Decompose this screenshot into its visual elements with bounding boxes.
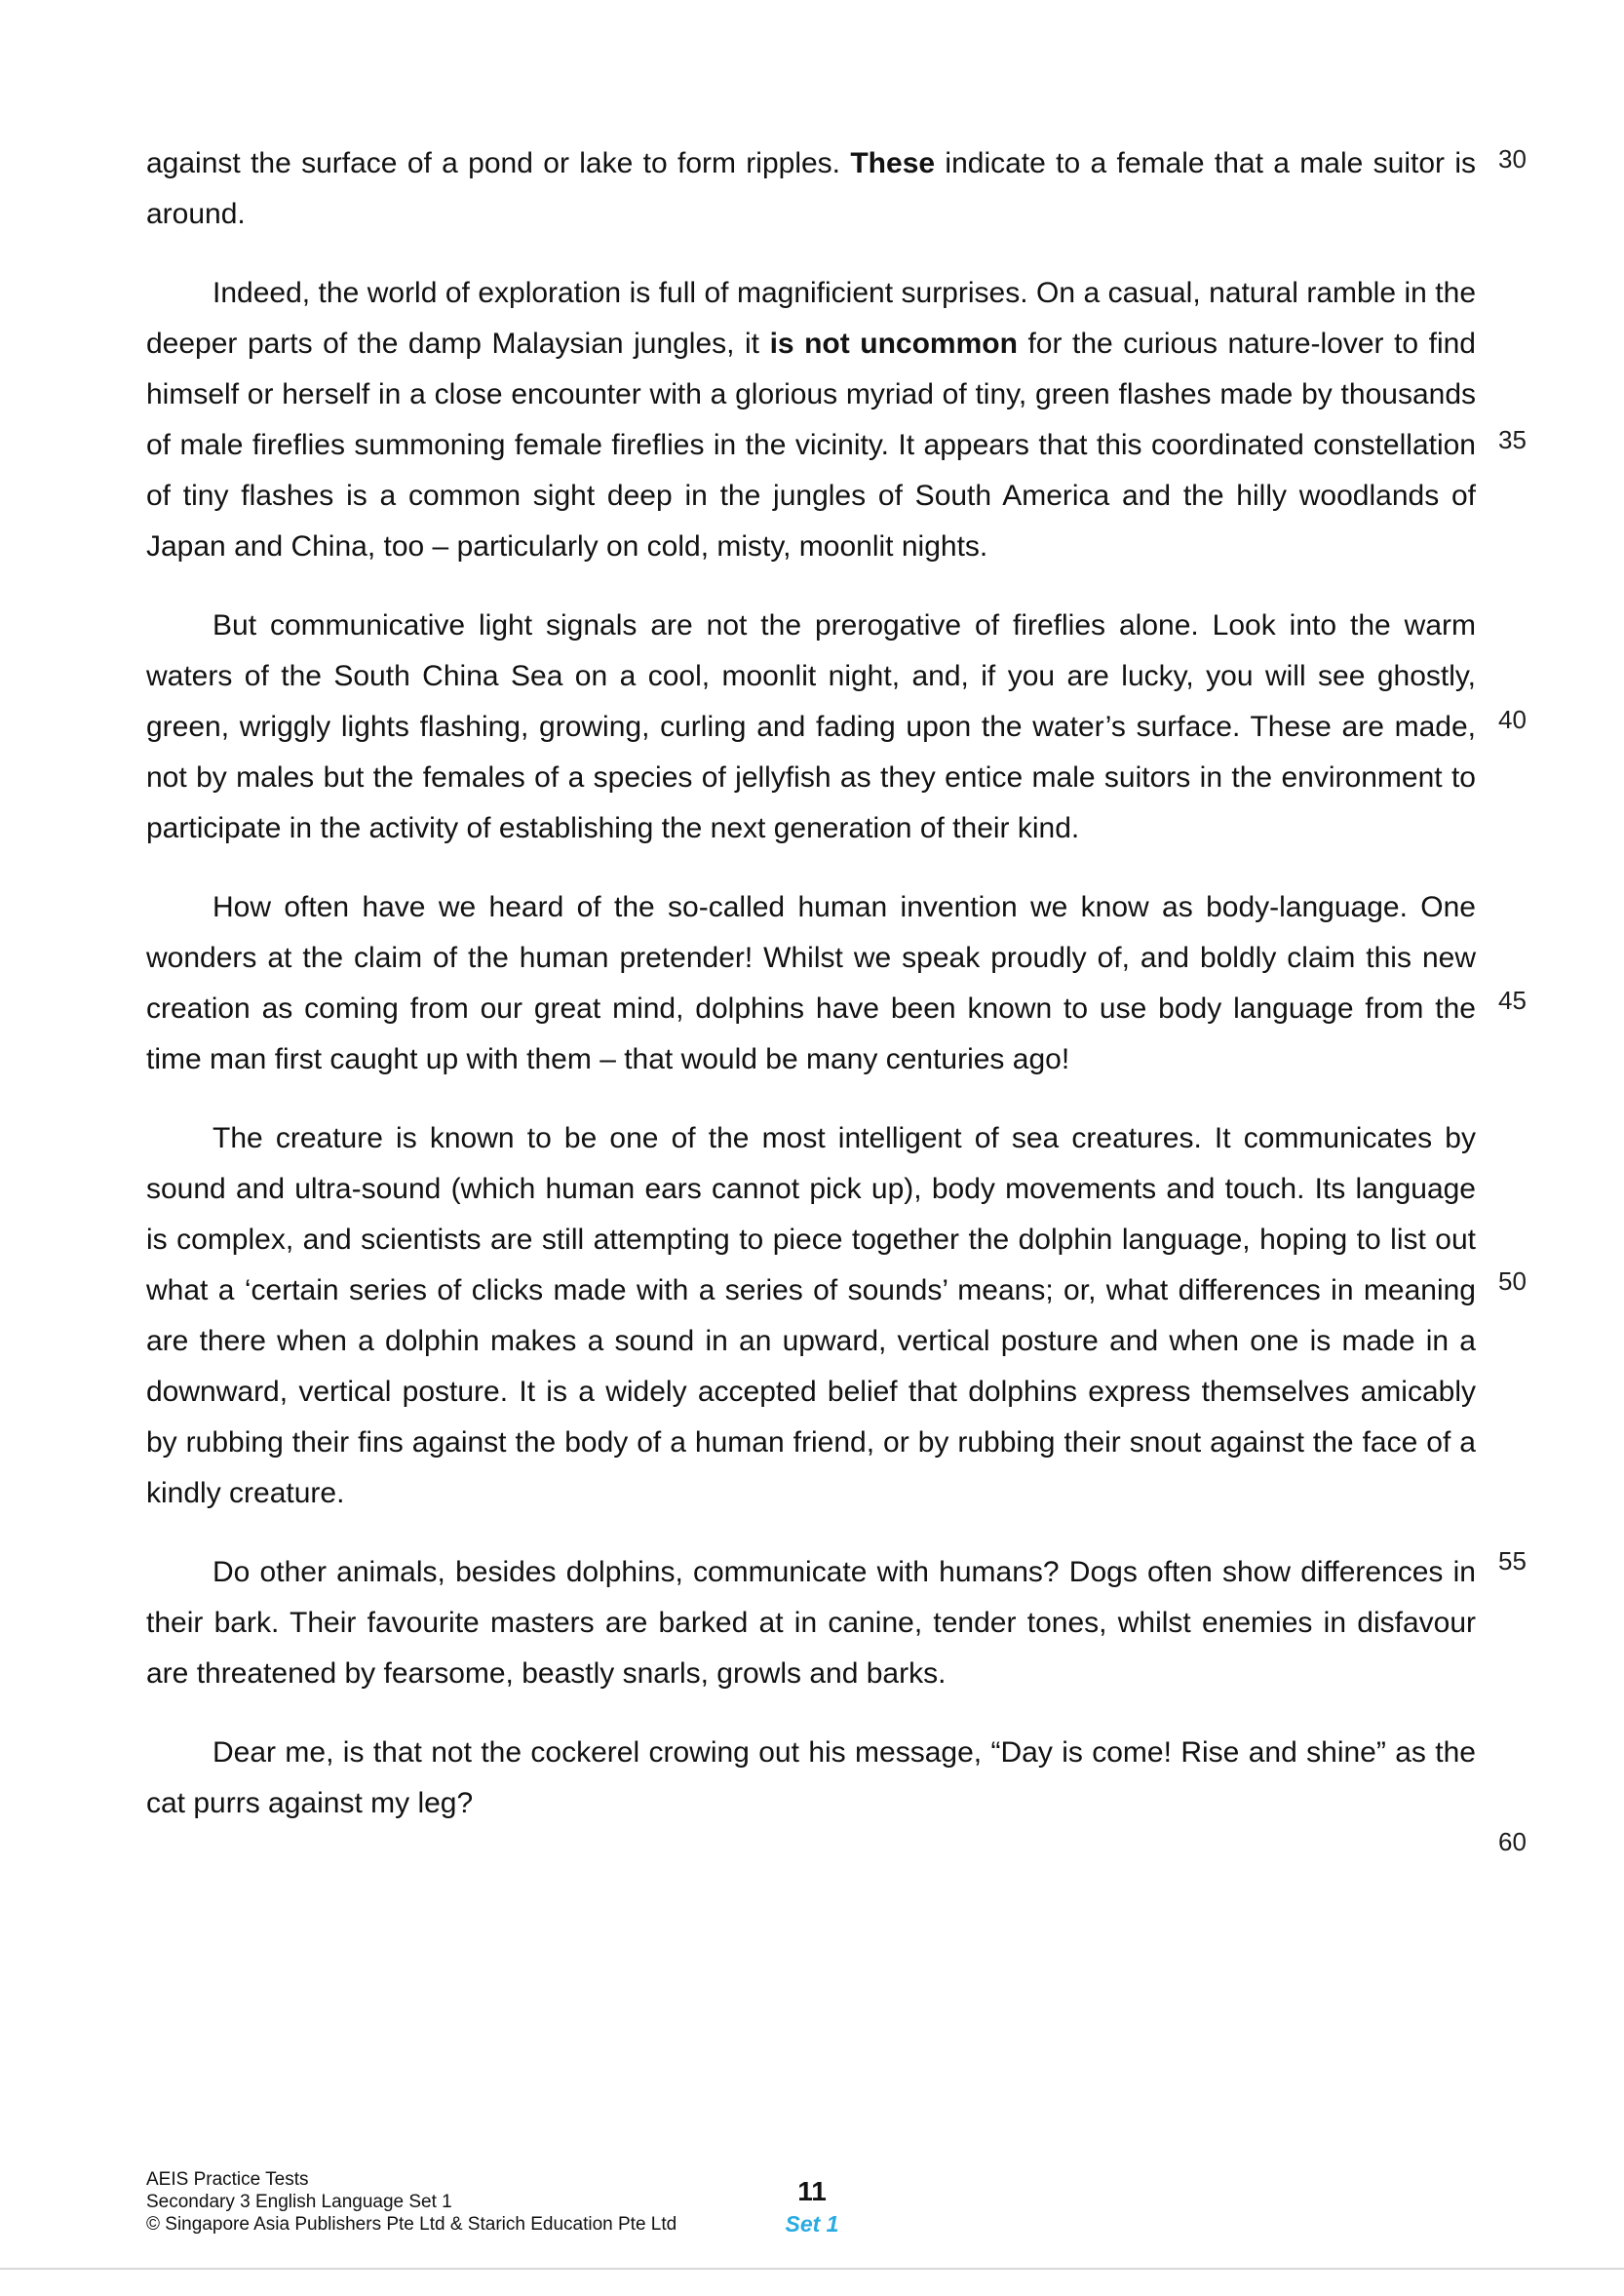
- line-number: 50: [1498, 1266, 1527, 1296]
- page-bottom-divider: [0, 2268, 1624, 2270]
- footer-imprint-line: AEIS Practice Tests: [146, 2169, 309, 2190]
- line-number: 45: [1498, 986, 1527, 1015]
- paragraph: [146, 1728, 1476, 1829]
- paragraph-text: But communicative light signals are not the prerogative of fireflies alone. Look into the warm waters of the South China Sea on a cool, moonlit night, and, if you are lucky, you will see ghostly, green, wriggly lights flashing, growing, curling and fading upon the water’s surface. These are made, not by males but the females of a species of jellyfish as they entice male suitors in the environment to participate in the activity of establishing the next generation of their kind.: [146, 609, 1476, 844]
- line-number: 35: [1498, 425, 1527, 454]
- paragraph-text: Dear me, is that not the cockerel crowing out his message, “Day is come! Rise and shine” as the cat purrs against my leg?: [146, 1736, 1476, 1819]
- bold-text: These: [850, 147, 936, 179]
- line-number: 40: [1498, 705, 1527, 734]
- paragraph: [146, 882, 1476, 1085]
- line-number: 60: [1498, 1827, 1527, 1856]
- paragraph-text: against the surface of a pond or lake to form ripples.: [146, 147, 851, 179]
- paragraph: [146, 268, 1476, 572]
- paragraph-text: indicate to a female that a male suitor is around.: [146, 147, 1476, 230]
- paragraph-text: The creature is known to be one of the most intelligent of sea creatures. It communicates by sound and ultra-sound (which human ears cannot pick up), body movements and touch. Its language is complex, and scientists are still attempting to piece together the dolphin language, hoping to list out what a ‘certain series of clicks made with a series of sounds’ means; or, what differences in meaning are there when a dolphin makes a sound in an upward, vertical posture and when one is made in a downward, vertical posture. It is a widely accepted belief that dolphins express themselves amicably by rubbing their fins against the body of a human friend, or by rubbing their snout against the face of a kindly creature.: [146, 1122, 1476, 1509]
- paragraph-text: How often have we heard of the so-called human invention we know as body-language. One wonders at the claim of the human pretender! Whilst we speak proudly of, and boldly claim this new creation as coming from our great mind, dolphins have been known to use body language from the time man first caught up with them – that would be many centuries ago!: [146, 891, 1476, 1075]
- paragraph: [146, 601, 1476, 854]
- bold-text: is not uncommon: [769, 328, 1018, 360]
- line-number: 30: [1498, 144, 1527, 174]
- footer-imprint-line: © Singapore Asia Publishers Pte Ltd & Starich Education Pte Ltd: [146, 2214, 677, 2235]
- paragraph-text: Indeed, the world of exploration is full of magnificient surprises. On a casual, natural ramble in the deeper parts of the damp Malaysian jungles, it: [146, 277, 1476, 360]
- paragraph-text: for the curious nature-lover to find himself or herself in a close encounter with a glorious myriad of tiny, green flashes made by thousands of male fireflies summoning female fireflies in the vicinity. It appears that this coordinated constellation of tiny flashes is a common sight deep in the jungles of South America and the hilly woodlands of Japan and China, too – particularly on cold, misty, moonlit nights.: [146, 328, 1476, 563]
- footer-imprint-line: Secondary 3 English Language Set 1: [146, 2192, 452, 2212]
- paragraph-text: Do other animals, besides dolphins, communicate with humans? Dogs often show differences in their bark. Their favourite masters are barked at in canine, tender tones, whilst enemies in disfavour are threatened by fearsome, beastly snarls, growls and barks.: [146, 1556, 1476, 1690]
- line-number: 55: [1498, 1546, 1527, 1576]
- paragraph: [146, 138, 1476, 240]
- set-label: Set 1: [785, 2211, 839, 2237]
- page-number: 11: [797, 2176, 827, 2206]
- passage-text: [146, 138, 1476, 1857]
- paragraph: [146, 1113, 1476, 1519]
- paragraph: [146, 1547, 1476, 1699]
- footer-imprint: [146, 2168, 677, 2236]
- footer-page-block: [715, 2176, 909, 2237]
